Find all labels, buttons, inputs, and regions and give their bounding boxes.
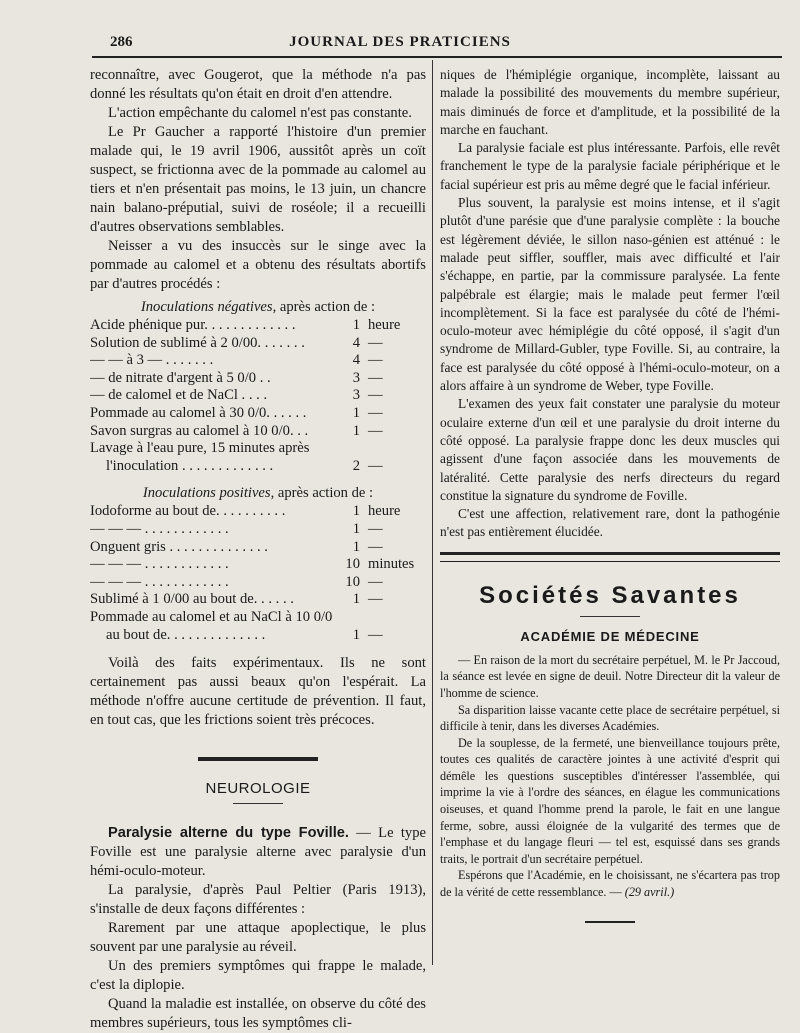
row-value: 1 — [352, 591, 360, 608]
row-value: 1 — [352, 404, 360, 421]
subsection-title: ACADÉMIE DE MÉDECINE — [520, 628, 700, 644]
table-row — [90, 335, 426, 353]
row-label: l'inoculation . . . . . . . . . . . . . — [106, 457, 274, 474]
paragraph: L'action empêchante du calomel n'est pas constante. — [108, 105, 412, 121]
row-unit: — — [368, 573, 383, 590]
table-row — [90, 503, 426, 521]
row-label: Acide phénique pur. . . . . . . . . . . . . — [90, 317, 296, 333]
header-rule — [92, 56, 782, 58]
row-value: 3 — [352, 369, 360, 386]
row-unit: — — [368, 538, 383, 555]
table-row — [90, 387, 426, 405]
table-row — [90, 440, 426, 458]
section-separator — [440, 552, 780, 562]
row-unit — [360, 609, 426, 627]
right-column — [440, 66, 780, 923]
row-label: Pommade au calomel à 30 0/0. . . . . . — [90, 404, 307, 421]
table-row — [90, 627, 426, 645]
row-value: 1 — [352, 626, 360, 643]
column-divider — [432, 60, 433, 965]
paragraph: L'examen des yeux fait constater une paralysie du moteur oculaire externe d'un œil et une paralysie du droit interne du côté opposé. La paralysie frappe donc les deux muscles qui agissent d'une façon associée dans les mouvements de latéralité. Cette paralysie des nerfs directeurs du regard constitue la signature du syndrome de Foville. — [440, 396, 780, 503]
table-row — [90, 458, 426, 476]
table-row — [90, 317, 426, 335]
positive-inoculations-heading: Inoculations positives, après action de : — [142, 485, 374, 502]
row-value: 1 — [352, 538, 360, 555]
row-unit: — — [368, 369, 383, 386]
section-title-underline — [233, 803, 283, 804]
paragraph: Un des premiers symptômes qui frappe le malade, c'est la diplopie. — [90, 958, 426, 994]
row-label: au bout de. . . . . . . . . . . . . . — [106, 626, 266, 643]
paragraph: Plus souvent, la paralysie est moins intense, et il s'agit plutôt d'une parésie que d'une paralysie complète : la bouche est légèrement déviée, le sillon naso-génien est atténué : le malade peut siffler, souffler, mais avec difficulté et l'air s'échappe, en partie, par la commissure paralysée. La fente palpébrale est élargie; mais le malade peut fermer l'œil incomplètement. Si la face est paralysée du côté de l'hémi-oculo-moteur avec hémiplégie du côté opposé, il s'agit d'un syndrome de Millard-Gubler, type Foville. Si, au contraire, la face est paralysée du côté opposé à l'hémi-oculo-moteur, on a alors affaire à un syndrome de Weber, type Foville. — [440, 195, 780, 394]
paragraph: Rarement par une attaque apoplectique, le plus souvent par une paralysie au réveil. — [90, 920, 426, 956]
table-row — [90, 574, 426, 592]
paragraph: De la souplesse, de la fermeté, une bienveillance toujours prête, toutes ces qualités de caractère jointes à une activité d'esprit qui démêle les questions susceptibles d'intéresser l'assemblée, qui imprime la vie à l'ordre des séances, en élague les communications oiseuses, et quand l'homme prend la parole, le fait en une langue ferme, sobre, aussi éloignée de la vulgarité des termes que de l'emphase et du langage fleuri — tel est, esquissé dans ses grands traits, le portrait d'un secrétaire perpétuel. — [440, 735, 780, 866]
running-title: JOURNAL DES PRATICIENS — [289, 34, 511, 50]
table-row — [90, 352, 426, 370]
row-unit: — — [368, 352, 383, 369]
row-label: — — à 3 — . . . . . . . — [90, 352, 214, 369]
row-unit: — — [368, 404, 383, 421]
row-value: 10 — [345, 556, 360, 573]
row-value: 1 — [352, 422, 360, 439]
row-unit: — — [368, 520, 383, 537]
row-label: — — — . . . . . . . . . . . . — [90, 520, 229, 537]
row-label: — de calomel et de NaCl . . . . — [90, 387, 268, 404]
row-unit — [360, 440, 426, 458]
row-unit: heure — [368, 317, 401, 333]
section-title: Sociétés Savantes — [479, 581, 741, 609]
paragraph: C'est une affection, relativement rare, dont la pathogénie n'est pas entièrement élucidée. — [440, 506, 780, 540]
row-unit: minutes — [368, 556, 415, 573]
paragraph: Quand la maladie est installée, on observe du côté des membres supérieurs, tous les symptômes cli- — [90, 996, 426, 1032]
left-column — [90, 66, 426, 1033]
row-value: 2 — [352, 457, 360, 474]
section-title: NEUROLOGIE — [205, 780, 311, 798]
row-label: Solution de sublimé à 2 0/00. . . . . . . — [90, 334, 305, 351]
row-value: 3 — [352, 387, 360, 404]
row-unit: — — [368, 422, 383, 439]
table-row — [90, 405, 426, 423]
row-label: Savon surgras au calomel à 10 0/0. . . — [90, 422, 309, 439]
row-unit: — — [368, 626, 383, 643]
paragraph: — En raison de la mort du secrétaire perpétuel, M. le Pr Jaccoud, la séance est levée en signe de deuil. Notre Directeur dit la valeur de l'homme de science. — [440, 652, 780, 700]
table-row — [90, 521, 426, 539]
paragraph: La paralysie, d'après Paul Peltier (Paris 1913), s'installe de deux façons différentes : — [90, 882, 426, 918]
row-label: — — — . . . . . . . . . . . . — [90, 556, 229, 573]
row-value: 1 — [352, 503, 360, 520]
row-value — [340, 609, 360, 627]
row-label: — — — . . . . . . . . . . . . — [90, 573, 229, 590]
table-row — [90, 609, 426, 627]
table-row — [90, 423, 426, 441]
table-row — [90, 591, 426, 609]
row-label: — de nitrate d'argent à 5 0/0 . . — [90, 369, 271, 386]
row-label: Onguent gris . . . . . . . . . . . . . . — [90, 538, 268, 555]
paragraph: Le Pr Gaucher a rapporté l'histoire d'un premier malade qui, le 19 avril 1906, aussitôt après un coït suspect, se frictionna avec de la pommade au calomel au tiers et n'en présentait pas moins, le 13 juin, un chancre nain balano-préputial, suivi de roséole; il a recueilli d'autres observations semblables. — [90, 124, 426, 235]
paragraph: niques de l'hémiplégie organique, incomplète, laissant au malade la possibilité des mouvements du membre supérieur, mais diminués de force et d'amplitude, et la possibilité de la marche en fauchant. — [440, 67, 780, 137]
row-value: 10 — [345, 573, 360, 590]
row-label: Pommade au calomel et au NaCl à 10 0/0 — [90, 608, 333, 625]
negative-inoculations-table — [90, 317, 426, 475]
negative-inoculations-heading: Inoculations négatives, après action de : — [140, 299, 376, 315]
table-row — [90, 539, 426, 557]
row-unit: — — [368, 334, 383, 351]
section-separator — [90, 748, 426, 766]
paragraph: La paralysie faciale est plus intéressante. Parfois, elle revêt franchement le type de la paralysie faciale périphérique et le facial supérieur est pris au même degré que le facial inférieur. — [440, 140, 780, 192]
page-number: 286 — [110, 34, 133, 50]
paragraph: Neisser a vu des insuccès sur le singe avec la pommade au calomel et a obtenu des résultats abortifs par d'autres procédés : — [90, 238, 426, 292]
table-row — [90, 556, 426, 574]
row-value: 4 — [352, 352, 360, 369]
row-value: 1 — [352, 317, 360, 333]
section-title-underline — [580, 616, 640, 617]
article-lead: Paralysie alterne du type Foville. — Le type Foville est une paralysie alterne avec paralysie d'un hémi-oculo-moteur. — [90, 825, 426, 880]
paragraph: reconnaître, avec Gougerot, que la méthode n'a pas donné les résultats qu'on était en droit d'en attendre. — [90, 67, 426, 102]
paragraph: Sa disparition laisse vacante cette place de secrétaire perpétuel, si difficile à tenir, dans les diverses Académies. — [440, 702, 780, 734]
row-label: Sublimé à 1 0/00 au bout de. . . . . . — [90, 591, 294, 608]
positive-inoculations-table — [90, 503, 426, 644]
row-value — [340, 440, 360, 458]
row-value: 4 — [352, 334, 360, 351]
article-title: Paralysie alterne du type Foville. — [108, 825, 349, 842]
row-unit: — — [368, 457, 383, 474]
row-unit: — — [368, 591, 383, 608]
paragraph: Espérons que l'Académie, en le choisissant, ne s'écartera pas trop de la vérité de cette ressemblance. — (29 avril.) — [440, 868, 780, 900]
paragraph: Voilà des faits expérimentaux. Ils ne sont certainement pas aussi beaux qu'on l'espérait. La méthode n'offre aucune certitude de prévention. Il faut, en tout cas, que les frictions soient très précoces. — [90, 655, 426, 729]
date-note: (29 avril.) — [624, 885, 675, 900]
table-row — [90, 370, 426, 388]
row-value: 1 — [352, 520, 360, 537]
end-rule — [585, 921, 635, 923]
row-unit: — — [368, 387, 383, 404]
row-unit: heure — [368, 503, 401, 520]
row-label: Iodoforme au bout de. . . . . . . . . . — [90, 503, 286, 520]
row-label: Lavage à l'eau pure, 15 minutes après — [90, 440, 310, 457]
